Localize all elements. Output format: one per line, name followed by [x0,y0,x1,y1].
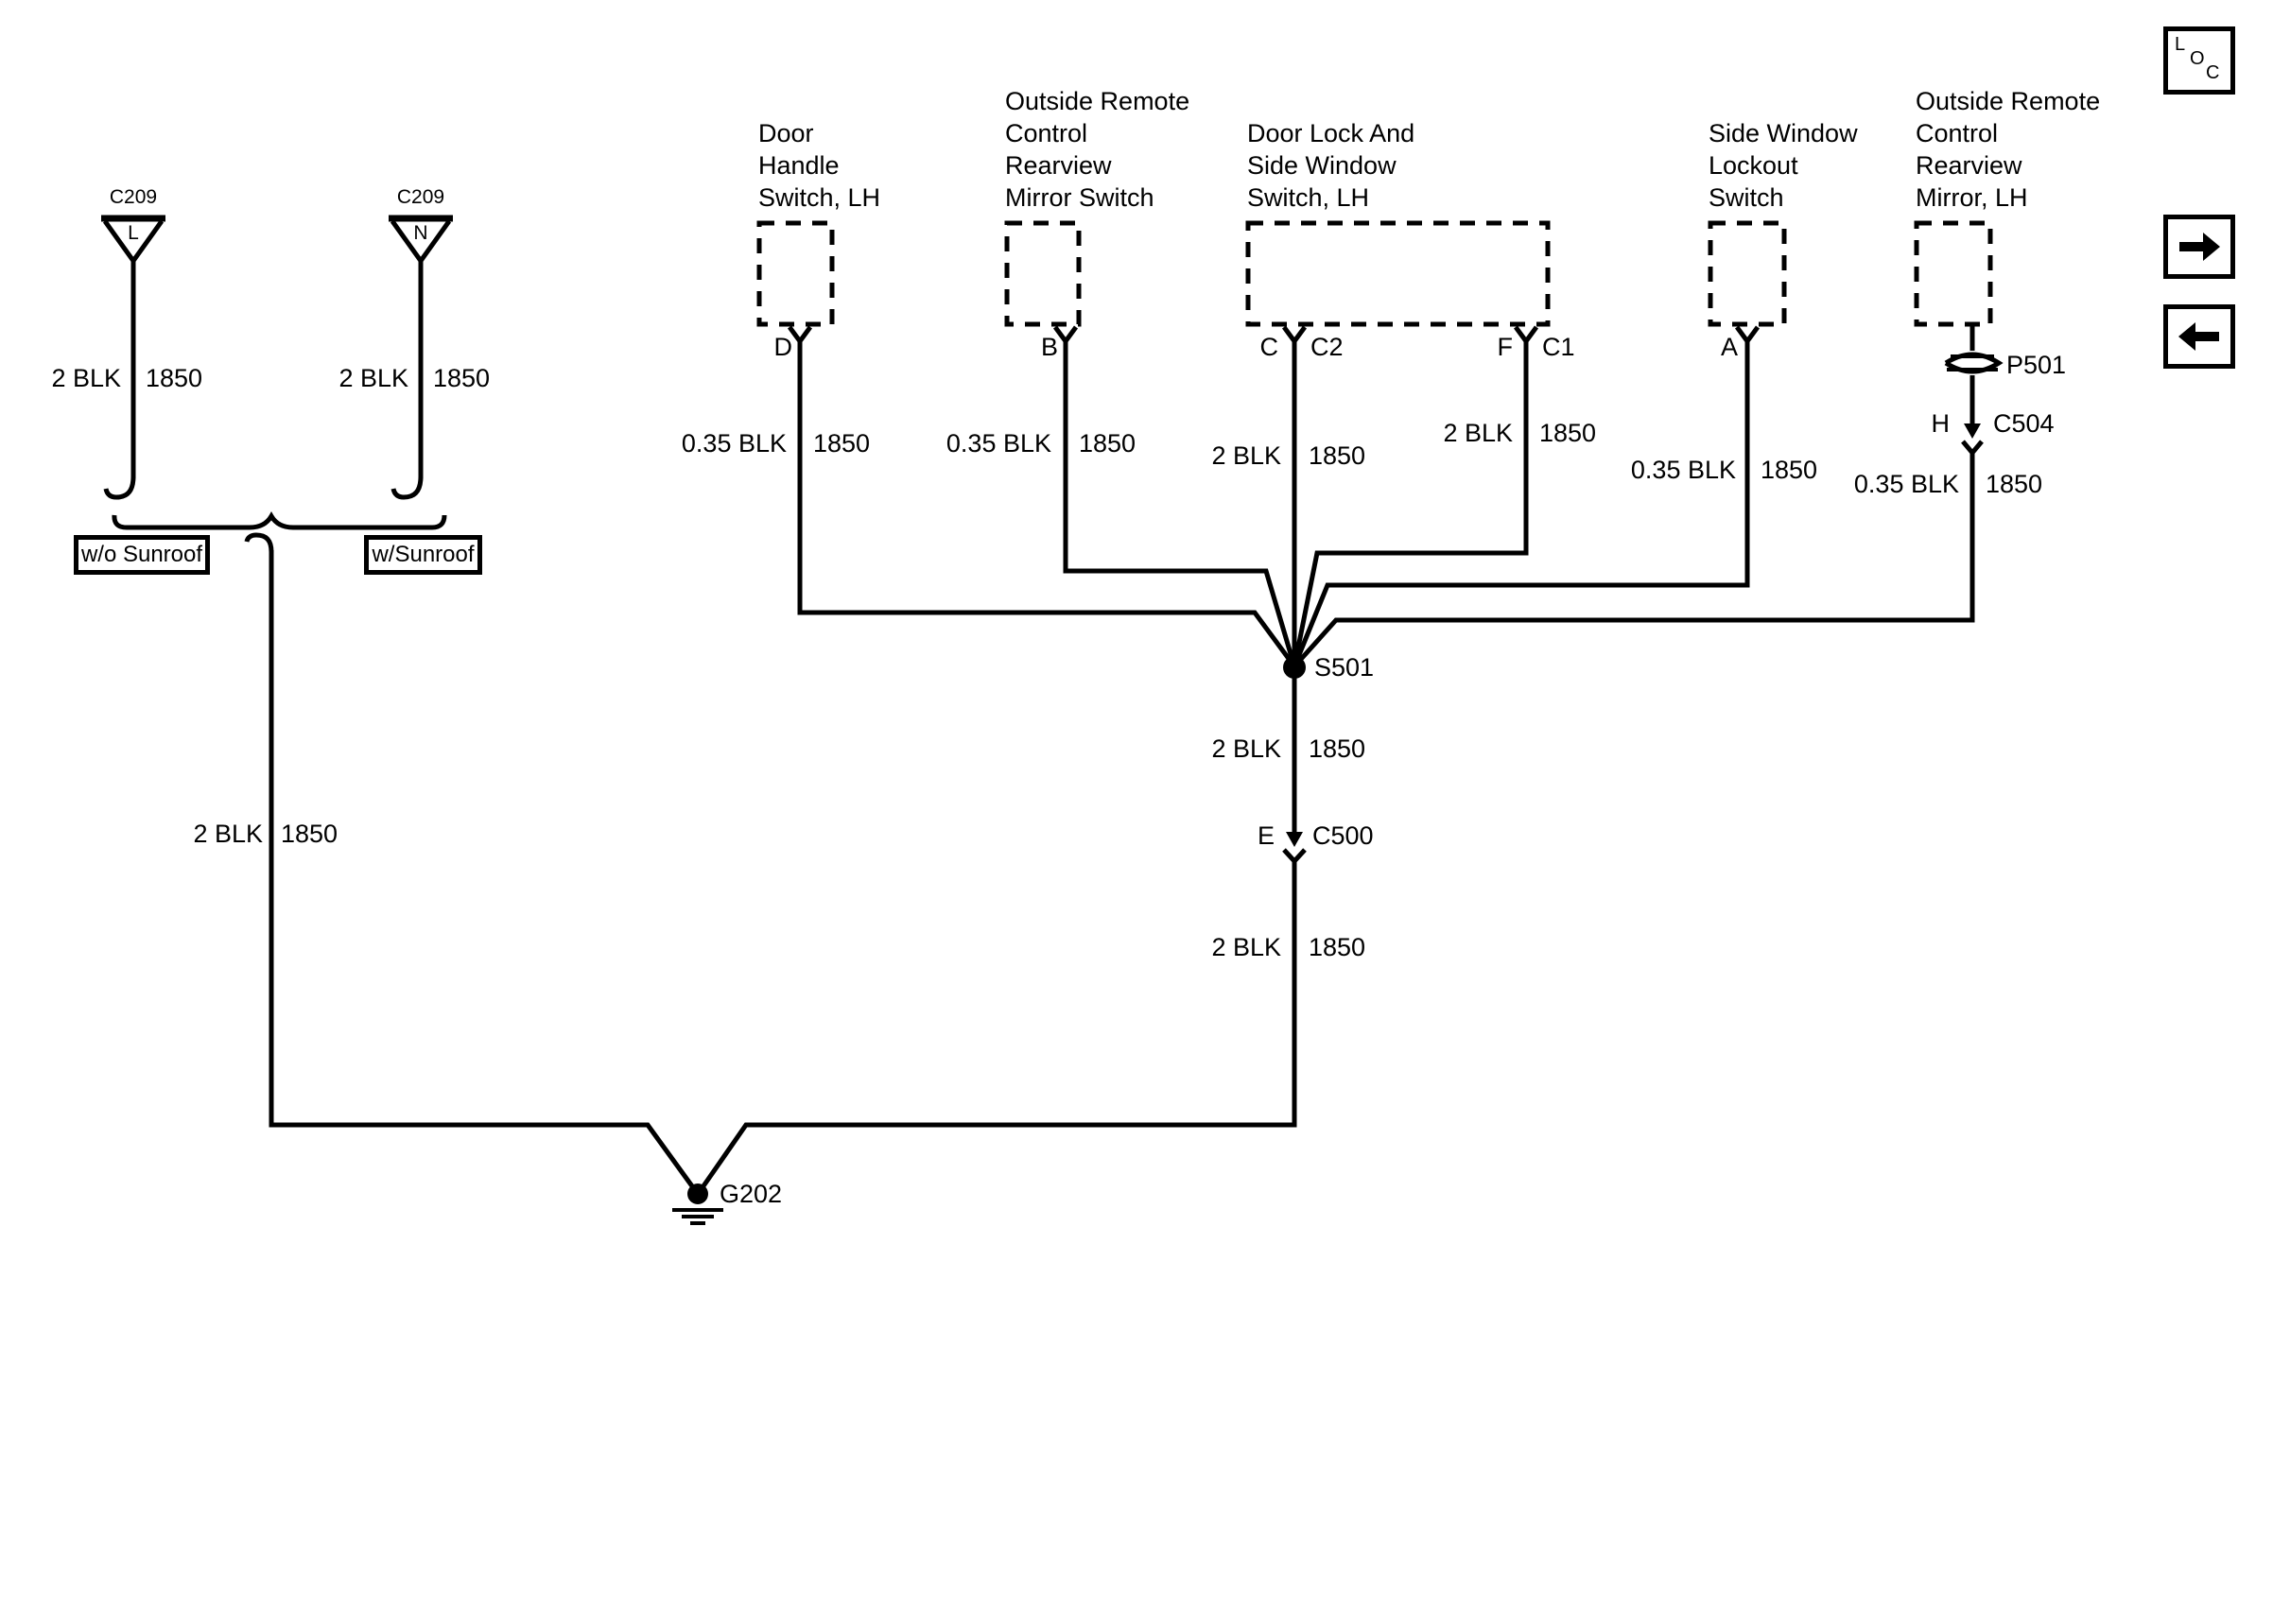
wire-door-handle [800,340,1294,666]
wire-circuit-label: 1850 [1761,456,1818,484]
wire-sunroof-main [271,550,695,1190]
wire-spec-label: 2 BLK [1211,933,1281,961]
component-box-mirror-lh [1917,223,1990,324]
component-label-side-window-lockout-switch: Side Window Lockout Switch [1709,119,1858,212]
wire-spec-label: 2 BLK [51,364,121,392]
wire-circuit-label: 1850 [281,820,338,848]
variant-merge-brace [114,515,444,527]
wire-circuit-label: 1850 [1079,429,1136,458]
wire-lockout [1294,340,1747,666]
merged-wire-hook [247,535,271,552]
connector-id-c209-n: C209 [396,186,445,208]
component-label-mirror-switch: Outside Remote Control Rearview Mirror Switch [1005,87,1190,212]
pin-label-c: C [1259,333,1278,361]
grommet-label-p501: P501 [2006,351,2067,379]
component-label-door-lock-side-window-switch: Door Lock And Side Window Switch, LH [1247,119,1415,212]
pin-fork-a [1737,327,1758,341]
wire-spec-label: 2 BLK [1211,734,1281,763]
connector-id-c209-l: C209 [109,186,158,208]
component-label-mirror-lh: Outside Remote Control Rearview Mirror, LH [1916,87,2101,212]
connector-triangle-c209-n [389,218,453,497]
ground-g202-icon [672,1183,723,1223]
connector-label-c504: C504 [1993,409,2055,438]
wire-spec-label: 0.35 BLK [1853,470,1959,498]
component-box-mirror-switch [1007,223,1079,324]
pin-label-f: F [1497,333,1513,361]
component-label-door-handle-switch: Door Handle Switch, LH [758,119,881,212]
wire-circuit-label: 1850 [813,429,871,458]
wire-spec-label: 0.35 BLK [1630,456,1736,484]
inline-connector-c504-icon [1963,423,1982,453]
component-box-side-window-lockout-switch [1710,223,1784,324]
ground-label-g202: G202 [720,1180,783,1208]
wire-end-hook [106,476,133,497]
wire-spec-label: 2 BLK [1443,419,1513,447]
wire-spec-label: 0.35 BLK [946,429,1051,458]
previous-page-button[interactable] [2163,304,2235,369]
wire-end-hook [393,476,421,497]
pin-fork-c [1284,327,1305,341]
wire-circuit-label: 1850 [433,364,491,392]
wire-spec-label: 2 BLK [193,820,263,848]
loc-letter-c: C [2206,62,2220,83]
wire-spec-label: 2 BLK [338,364,408,392]
wire-circuit-label: 1850 [146,364,203,392]
wire-c500-to-ground [701,861,1294,1190]
wire-circuit-label: 1850 [1309,441,1366,470]
splice-label-s501: S501 [1314,653,1375,682]
connector-label-c500: C500 [1312,821,1374,850]
wire-door-lock-f [1294,340,1526,666]
inline-connector-c500-icon [1284,832,1305,861]
pin-fork-d [789,327,810,341]
wire-circuit-label: 1850 [1539,419,1597,447]
pin-fork-f [1516,327,1536,341]
arrow-right-icon [2178,230,2221,264]
loc-button[interactable] [2163,26,2235,95]
pin-label-e: E [1257,821,1275,850]
pin-fork-b [1055,327,1076,341]
connector-label-c2: C2 [1310,333,1344,361]
next-page-button[interactable] [2163,215,2235,279]
pin-label-d: D [773,333,792,361]
wire-spec-label: 0.35 BLK [681,429,787,458]
loc-letter-l: L [2175,34,2186,55]
grommet-p501-icon [1946,354,1999,371]
component-box-door-handle-switch [759,223,832,324]
loc-letter-o: O [2190,48,2205,69]
connector-cavity-n: N [413,222,428,244]
arrow-left-icon [2178,320,2221,354]
connector-label-c1: C1 [1542,333,1575,361]
wire-circuit-label: 1850 [1309,933,1366,961]
variant-tag-without-sunroof: w/o Sunroof [74,535,210,575]
pin-label-b: B [1040,333,1058,361]
connector-cavity-l: L [128,222,139,244]
pin-label-a: A [1720,333,1738,361]
component-box-door-lock-side-window-switch [1248,223,1548,324]
wire-circuit-label: 1850 [1309,734,1366,763]
connector-triangle-c209-l [101,218,165,497]
wire-circuit-label: 1850 [1986,470,2043,498]
pin-label-h: H [1931,409,1950,438]
wire-spec-label: 2 BLK [1211,441,1281,470]
variant-tag-with-sunroof: w/Sunroof [364,535,482,575]
